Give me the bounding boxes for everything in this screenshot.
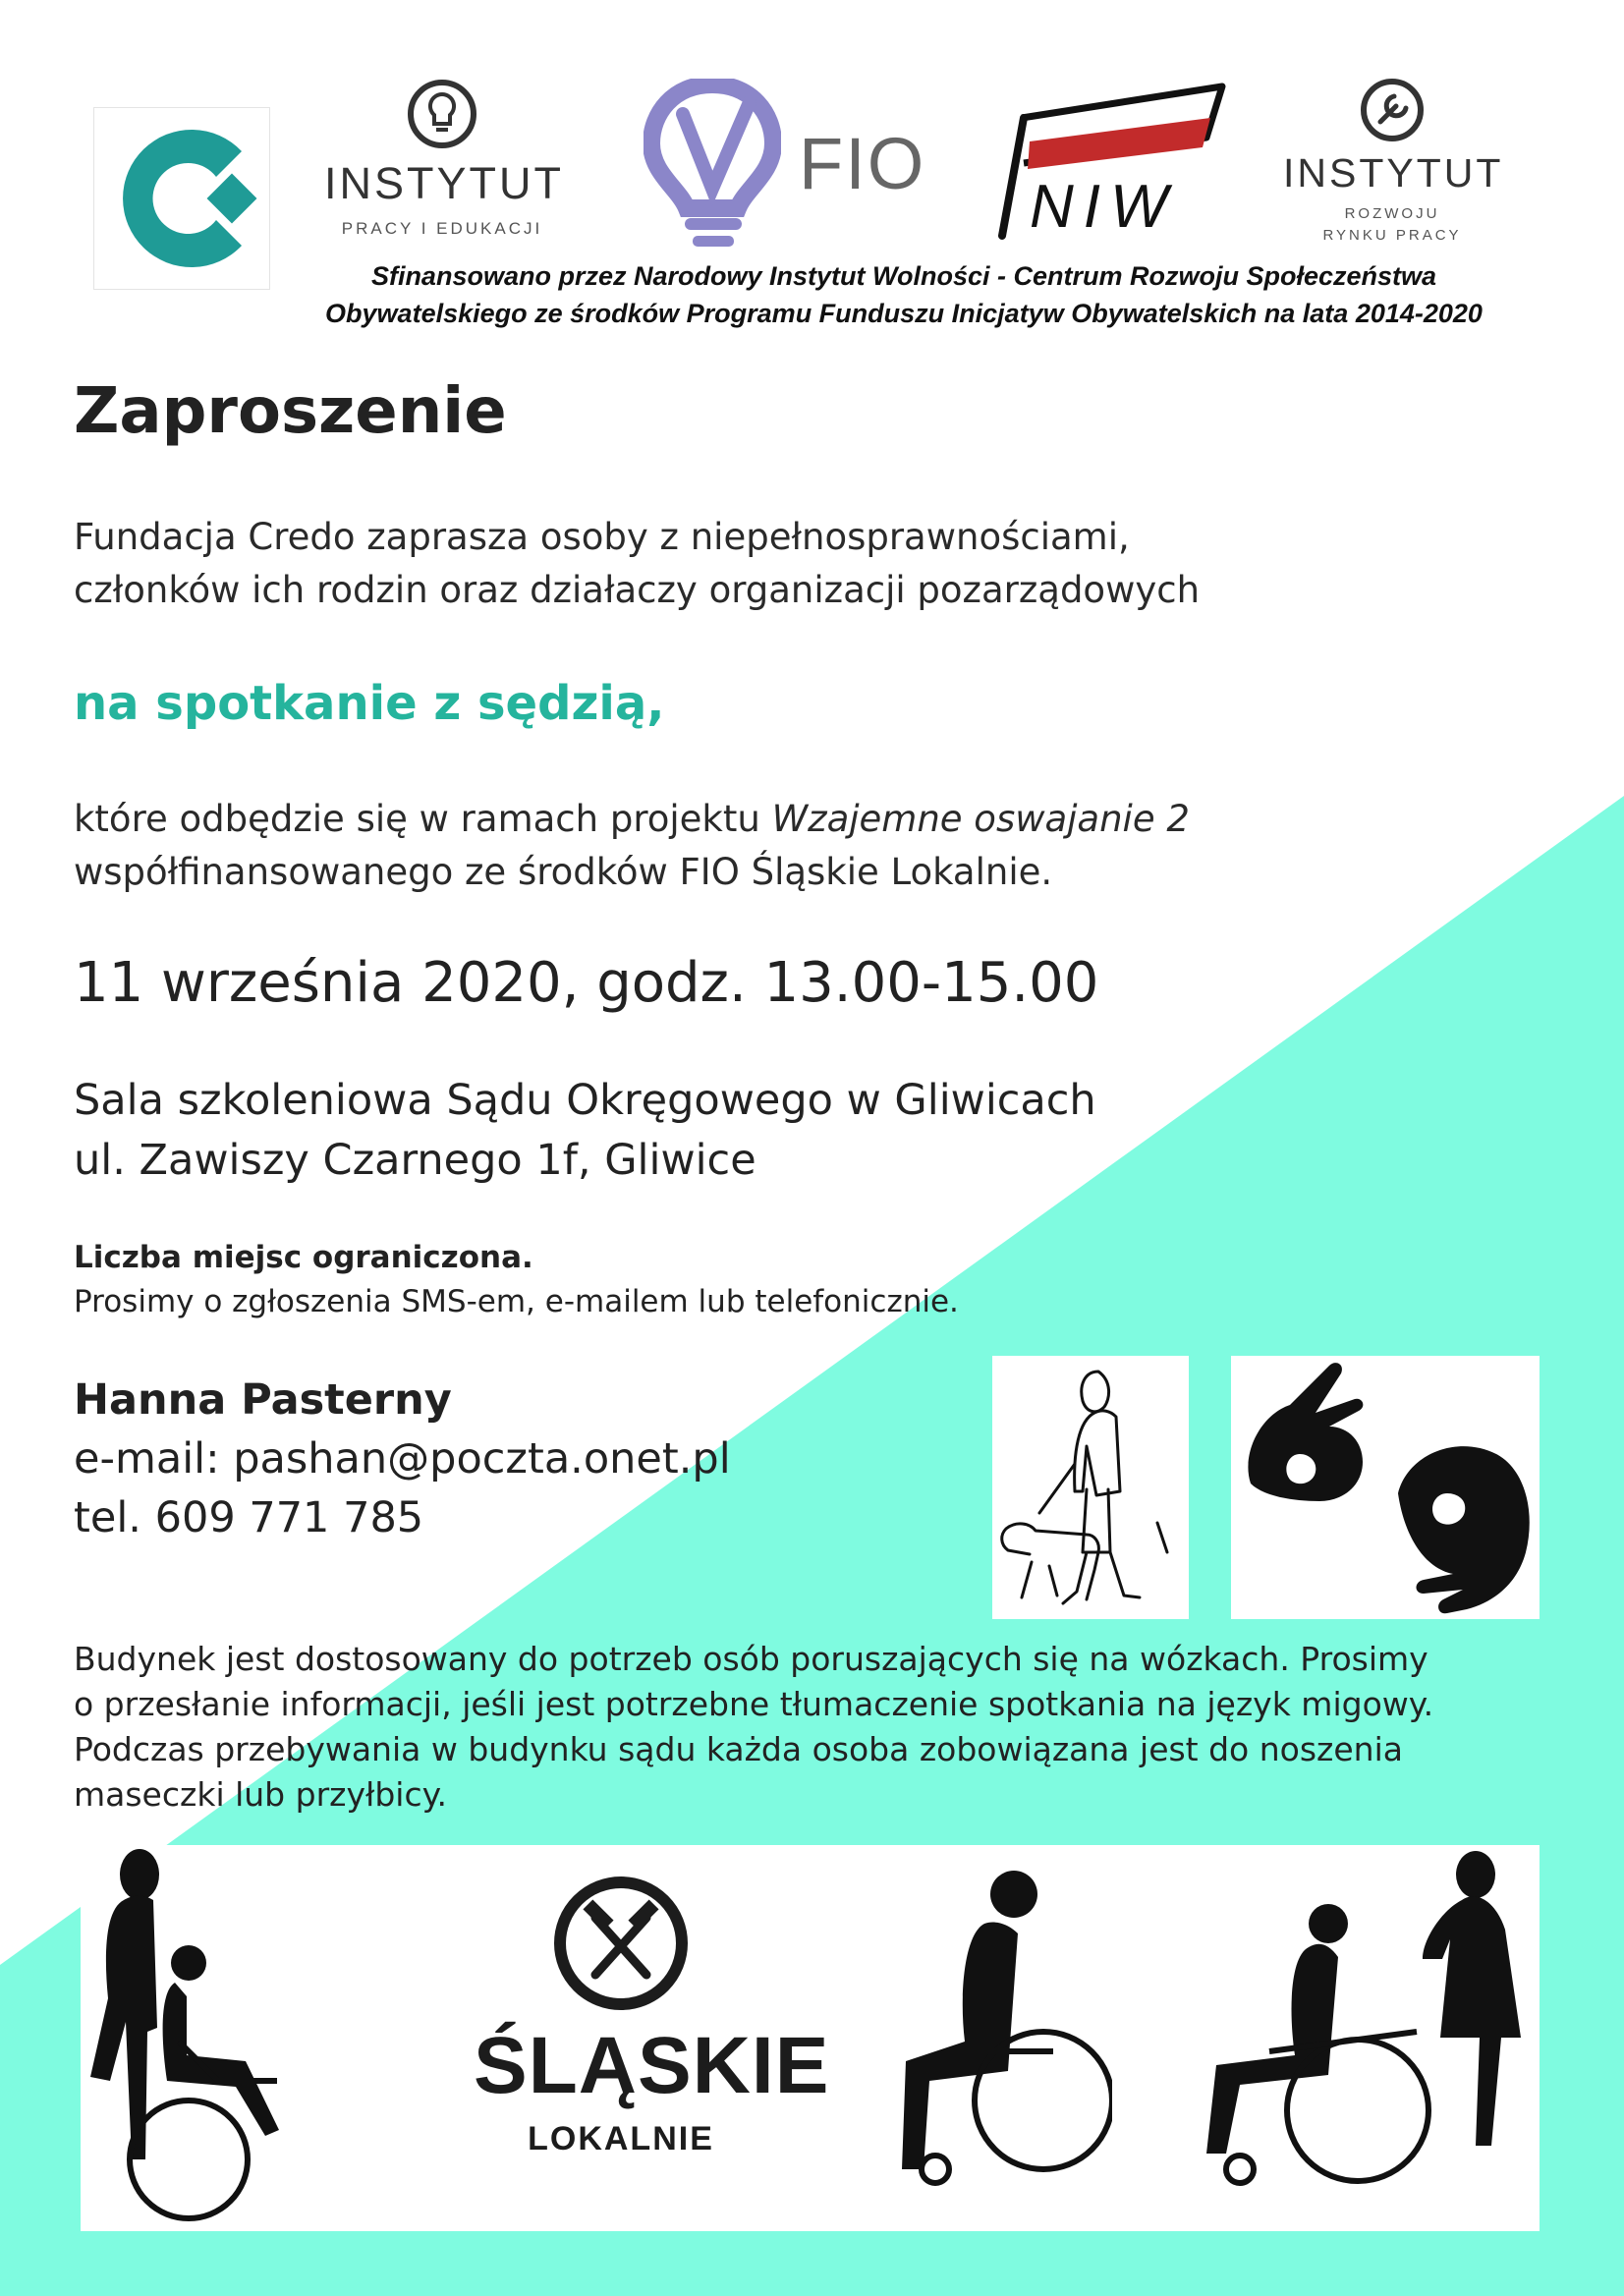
credo-logo xyxy=(94,108,269,289)
event-date: 11 września 2020, godz. 13.00-15.00 xyxy=(74,951,1099,1015)
contact-phone: tel. 609 771 785 xyxy=(74,1493,424,1542)
sign-language-pictogram xyxy=(1231,1356,1540,1619)
venue-address: Sala szkoleniowa Sądu Okręgowego w Gliwicach ul. Zawiszy Czarnego 1f, Gliwice xyxy=(74,1076,1096,1185)
instytut-pracy-i-edukacji-logo xyxy=(324,77,564,242)
guide-dog-pictogram xyxy=(992,1356,1189,1619)
fio-label: FIO xyxy=(799,123,926,204)
project-name: Wzajemne oswajanie 2 xyxy=(771,798,1190,840)
instytut-title: INSTYTUT xyxy=(324,158,564,208)
project-paragraph: które odbędzie się w ramach projektu Wzajemne oswajanie 2 współfinansowanego ze środków FIO Śląskie Lokalnie. xyxy=(74,798,1190,893)
page-title: Zaproszenie xyxy=(74,375,507,448)
highlight-heading: na spotkanie z sędzią, xyxy=(74,676,665,731)
niw-logo xyxy=(994,79,1238,246)
instytut-title: INSTYTUT xyxy=(1283,150,1504,196)
niw-label: NIW xyxy=(1030,173,1178,241)
intro-paragraph: Fundacja Credo zaprasza osoby z niepełnosprawnościami, członków ich rodzin oraz działaczy organizacji pozarządowych xyxy=(74,516,1201,611)
contact-block xyxy=(74,1371,731,1547)
slaskie-title: ŚLĄSKIE xyxy=(474,2021,830,2110)
contact-email: e-mail: pashan@poczta.onet.pl xyxy=(74,1434,731,1484)
wheelchair-user-silhouette xyxy=(896,1855,1112,2218)
fio-logo xyxy=(644,79,928,251)
caregiver-wheelchair-silhouette xyxy=(81,1845,375,2231)
registration-note: Liczba miejsc ograniczona. Prosimy o zgłoszenia SMS-em, e-mailem lub telefonicznie. xyxy=(74,1240,959,1319)
fio-bulb-icon xyxy=(644,79,781,251)
hammer-pick-icon xyxy=(552,1875,690,2012)
slaskie-subtitle: LOKALNIE xyxy=(528,2120,714,2157)
instytut-rozwoju-rynku-pracy-logo xyxy=(1283,77,1504,247)
slaskie-lokalnie-logo xyxy=(474,1875,830,2158)
funding-note: Sfinansowano przez Narodowy Instytut Wolności - Centrum Rozwoju Społeczeństwa Obywatelskiego ze środków Programu Funduszu Inicjatyw Obywatelskich na lata 2014-2020 xyxy=(325,261,1483,328)
bottom-illustration-panel xyxy=(81,1845,1540,2231)
lightbulb-icon xyxy=(405,77,479,151)
instytut-subtitle: ROZWOJU RYNKU PRACY xyxy=(1322,205,1462,244)
instytut-subtitle: PRACY I EDUKACJI xyxy=(341,219,543,238)
caregiver-pushing-wheelchair-silhouette xyxy=(1181,1845,1540,2231)
wrench-icon xyxy=(1359,77,1426,143)
contact-name: Hanna Pasterny xyxy=(74,1375,452,1425)
accessibility-note: Budynek jest dostosowany do potrzeb osób poruszających się na wózkach. Prosimy o przesłanie informacji, jeśli jest potrzebne tłumaczenie spotkania na język migowy. Podczas przebywania w budynku sądu każda osoba zobowiązana jest do noszenia maseczki lub przyłbicy. xyxy=(74,1640,1434,1814)
